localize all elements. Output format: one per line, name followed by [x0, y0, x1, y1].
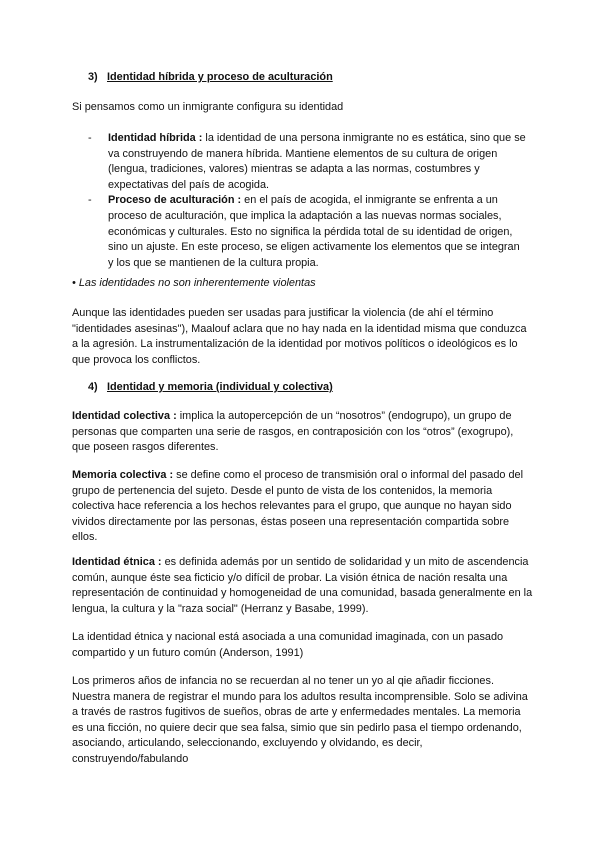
bullet-text: en el país de acogida, el inmigrante se enfrenta a un proceso de aculturación, que implica la adaptación a las nuevas normas sociales, económicas y culturales. Esto no significa la pérdida total de su identidad de origen, sino un ajuste. En este proceso, se eligen activamente los elementos que se integran y los que se mantienen de la cultura propia.	[108, 194, 520, 269]
definition-term: Identidad colectiva :	[72, 410, 177, 422]
definition-text: implica la autopercepción de un “nosotros” (endogrupo), un grupo de personas que comparten una serie de rasgos, en contraposición con los “otros” (exogrupo), que poseen rasgos diferentes.	[72, 410, 514, 454]
section-3-number: 3)	[88, 71, 98, 83]
intro-paragraph: Si pensamos como un inmigrante configura su identidad	[72, 101, 344, 113]
bullet-list	[88, 131, 528, 271]
bullet-term: Proceso de aculturación :	[108, 194, 242, 207]
definition-identidad-colectiva	[72, 409, 534, 456]
list-item	[88, 193, 528, 271]
definition-memoria-colectiva	[72, 468, 534, 546]
italic-note: • Las identidades no son inherentemente violentas	[72, 277, 316, 289]
definition-term: Memoria colectiva :	[72, 469, 174, 481]
definition-text: se define como el proceso de transmisión oral o informal del pasado del grupo de pertenencia del sujeto. Desde el punto de vista de los contenidos, la memoria colectiva hace referencia a los hechos relevantes para el grupo, que aunque no hayan sido vividos directamente por las personas, éstas poseen una representación compartida sobre ellos.	[72, 469, 523, 544]
definition-identidad-etnica	[72, 555, 534, 617]
dash-marker: -	[88, 132, 92, 144]
definition-term: Identidad étnica :	[72, 556, 162, 568]
section-4-number: 4)	[88, 381, 98, 393]
bullet-text: la identidad de una persona inmigrante no es estática, sino que se va construyendo de manera híbrida. Mantiene elementos de su cultura de origen (lengua, tradiciones, valores) mientras se adapta a las normas, costumbres y expectativas del país de acogida.	[108, 132, 526, 191]
nacional-paragraph: La identidad étnica y nacional está asociada a una comunidad imaginada, con un pasado compartido y un futuro común (Anderson, 1991)	[72, 631, 504, 659]
infancia-paragraph: Los primeros años de infancia no se recuerdan al no tener un yo al qie añadir ficciones. Nuestra manera de registrar el mundo para los adultos resulta incomprensible. Solo se adivina a través de rastros fugitivos de sueños, obras de arte y enfermedades mentales. La memoria es una ficción, no quiere decir que sea falsa, simio que sin pedirlo pasa el tiempo ordenando, asociando, articulando, seleccionando, excluyendo y olvidando, es decir, construyendo/fabulando	[72, 675, 528, 765]
section-3-title: Identidad híbrida y proceso de aculturación	[107, 71, 333, 83]
definition-text: es definida además por un sentido de solidaridad y un mito de ascendencia común, aunque éste sea ficticio y/o difícil de probar. La visión étnica de nación resalta una representación de continuidad y homogeneidad de una comunidad, basada generalmente en la lengua, la cultura y la "raza social" (Herranz y Basabe, 1999).	[72, 556, 533, 615]
dash-marker: -	[88, 194, 92, 207]
list-item	[88, 131, 528, 193]
section-4-title: Identidad y memoria (individual y colectiva)	[107, 381, 333, 393]
violence-paragraph: Aunque las identidades pueden ser usadas para justificar la violencia (de ahí el término "identidades asesinas"), Maalouf aclara que no hay nada en la identidad misma que conduzca a la agresión. La instrumentalización de la identidad por motivos políticos o ideológicos es lo que provoca los conflictos.	[72, 307, 527, 366]
bullet-term: Identidad híbrida :	[108, 132, 203, 144]
